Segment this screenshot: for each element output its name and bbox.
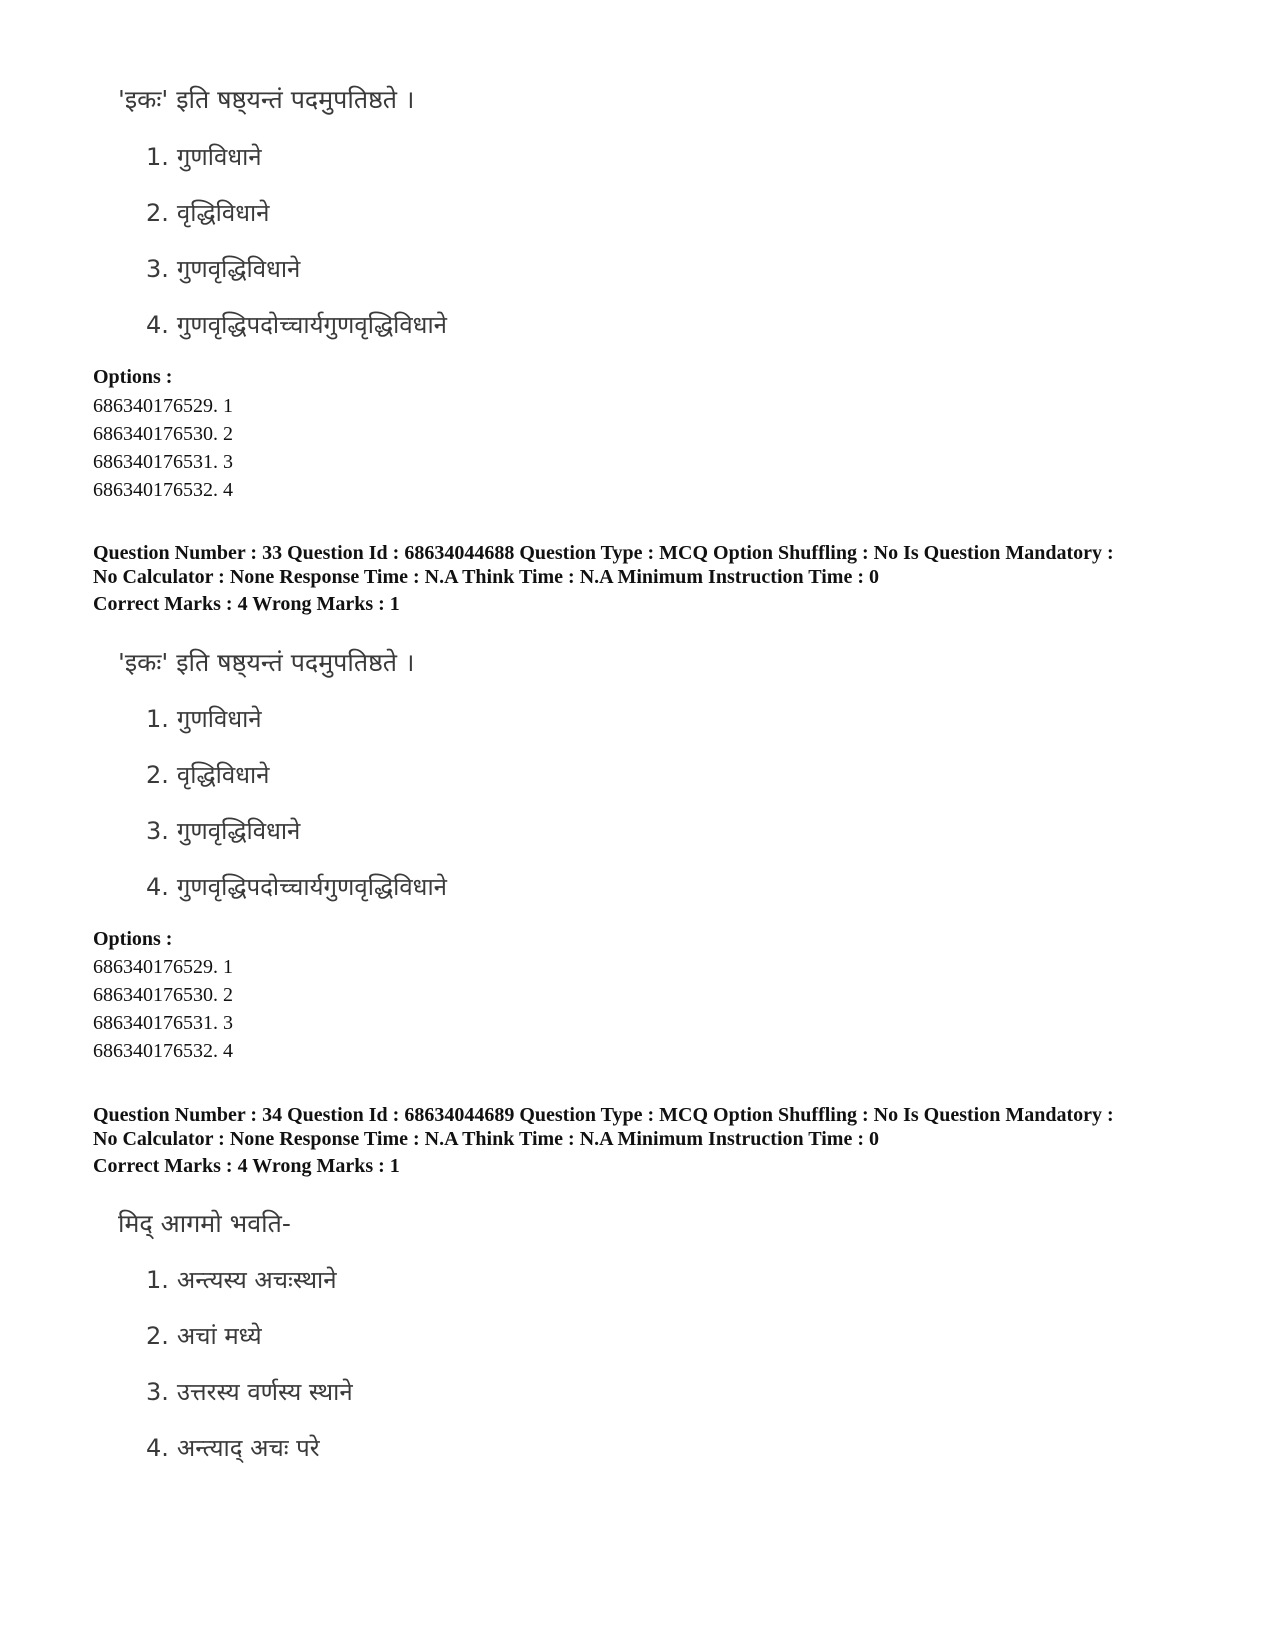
choice-text: गुणविधाने: [176, 705, 262, 733]
choice-text: गुणवृद्धिविधाने: [176, 817, 301, 845]
choice-number: 1.: [146, 1266, 169, 1294]
choice-text: वृद्धिविधाने: [176, 199, 270, 227]
choice-number: 2.: [146, 761, 169, 789]
choice-item: [146, 758, 270, 791]
choice-item: [146, 196, 270, 229]
choice-number: 3.: [146, 817, 169, 845]
option-line: 686340176531. 3: [93, 451, 233, 473]
choice-item: [146, 870, 447, 903]
question-meta: [93, 541, 1213, 589]
choice-number: 4.: [146, 311, 169, 339]
option-line: 686340176530. 2: [93, 423, 233, 445]
choice-text: अन्त्यस्य अचःस्थाने: [176, 1266, 337, 1294]
choice-text: गुणवृद्धिपदोच्चार्यगुणवृद्धिविधाने: [176, 873, 447, 901]
choice-item: [146, 1375, 353, 1408]
choice-number: 4.: [146, 1434, 169, 1462]
choice-number: 1.: [146, 705, 169, 733]
choice-number: 2.: [146, 1322, 169, 1350]
question-meta-line: Question Number : 34 Question Id : 68634044689 Question Type : MCQ Option Shuffling : No Is Question Mandatory :: [93, 1104, 1114, 1126]
choice-item: [146, 702, 262, 735]
option-line: 686340176529. 1: [93, 956, 233, 978]
question-meta: [93, 1103, 1213, 1151]
question-stem: 'इकः' इति षष्ठ्यन्तं पदमुपतिष्ठते ।: [118, 648, 415, 677]
option-line: 686340176531. 3: [93, 1012, 233, 1034]
choice-number: 3.: [146, 1378, 169, 1406]
choice-text: गुणविधाने: [176, 143, 262, 171]
option-line: 686340176529. 1: [93, 395, 233, 417]
choice-text: अन्त्याद् अचः परे: [176, 1434, 320, 1462]
choice-text: वृद्धिविधाने: [176, 761, 270, 789]
options-label: Options :: [93, 366, 173, 388]
choice-text: गुणवृद्धिपदोच्चार्यगुणवृद्धिविधाने: [176, 311, 447, 339]
choice-item: [146, 252, 300, 285]
choice-text: उत्तरस्य वर्णस्य स्थाने: [176, 1378, 353, 1406]
question-meta-line: Question Number : 33 Question Id : 68634044688 Question Type : MCQ Option Shuffling : No Is Question Mandatory :: [93, 542, 1114, 564]
choice-text: गुणवृद्धिविधाने: [176, 255, 301, 283]
choice-item: [146, 1263, 337, 1296]
choice-text: अचां मध्ये: [176, 1322, 262, 1350]
option-line: 686340176532. 4: [93, 479, 233, 501]
choice-item: [146, 308, 447, 341]
choice-item: [146, 1431, 320, 1464]
choice-number: 1.: [146, 143, 169, 171]
options-label: Options :: [93, 928, 173, 950]
question-meta-line: No Calculator : None Response Time : N.A Think Time : N.A Minimum Instruction Time : 0: [93, 566, 879, 588]
choice-item: [146, 140, 262, 173]
question-marks: Correct Marks : 4 Wrong Marks : 1: [93, 593, 400, 615]
choice-number: 2.: [146, 199, 169, 227]
choice-number: 4.: [146, 873, 169, 901]
question-stem: 'इकः' इति षष्ठ्यन्तं पदमुपतिष्ठते ।: [118, 85, 415, 114]
option-line: 686340176530. 2: [93, 984, 233, 1006]
option-line: 686340176532. 4: [93, 1040, 233, 1062]
choice-item: [146, 814, 300, 847]
question-marks: Correct Marks : 4 Wrong Marks : 1: [93, 1155, 400, 1177]
question-meta-line: No Calculator : None Response Time : N.A Think Time : N.A Minimum Instruction Time : 0: [93, 1128, 879, 1150]
question-stem: मिद् आगमो भवति-: [118, 1209, 291, 1238]
choice-item: [146, 1319, 262, 1352]
choice-number: 3.: [146, 255, 169, 283]
